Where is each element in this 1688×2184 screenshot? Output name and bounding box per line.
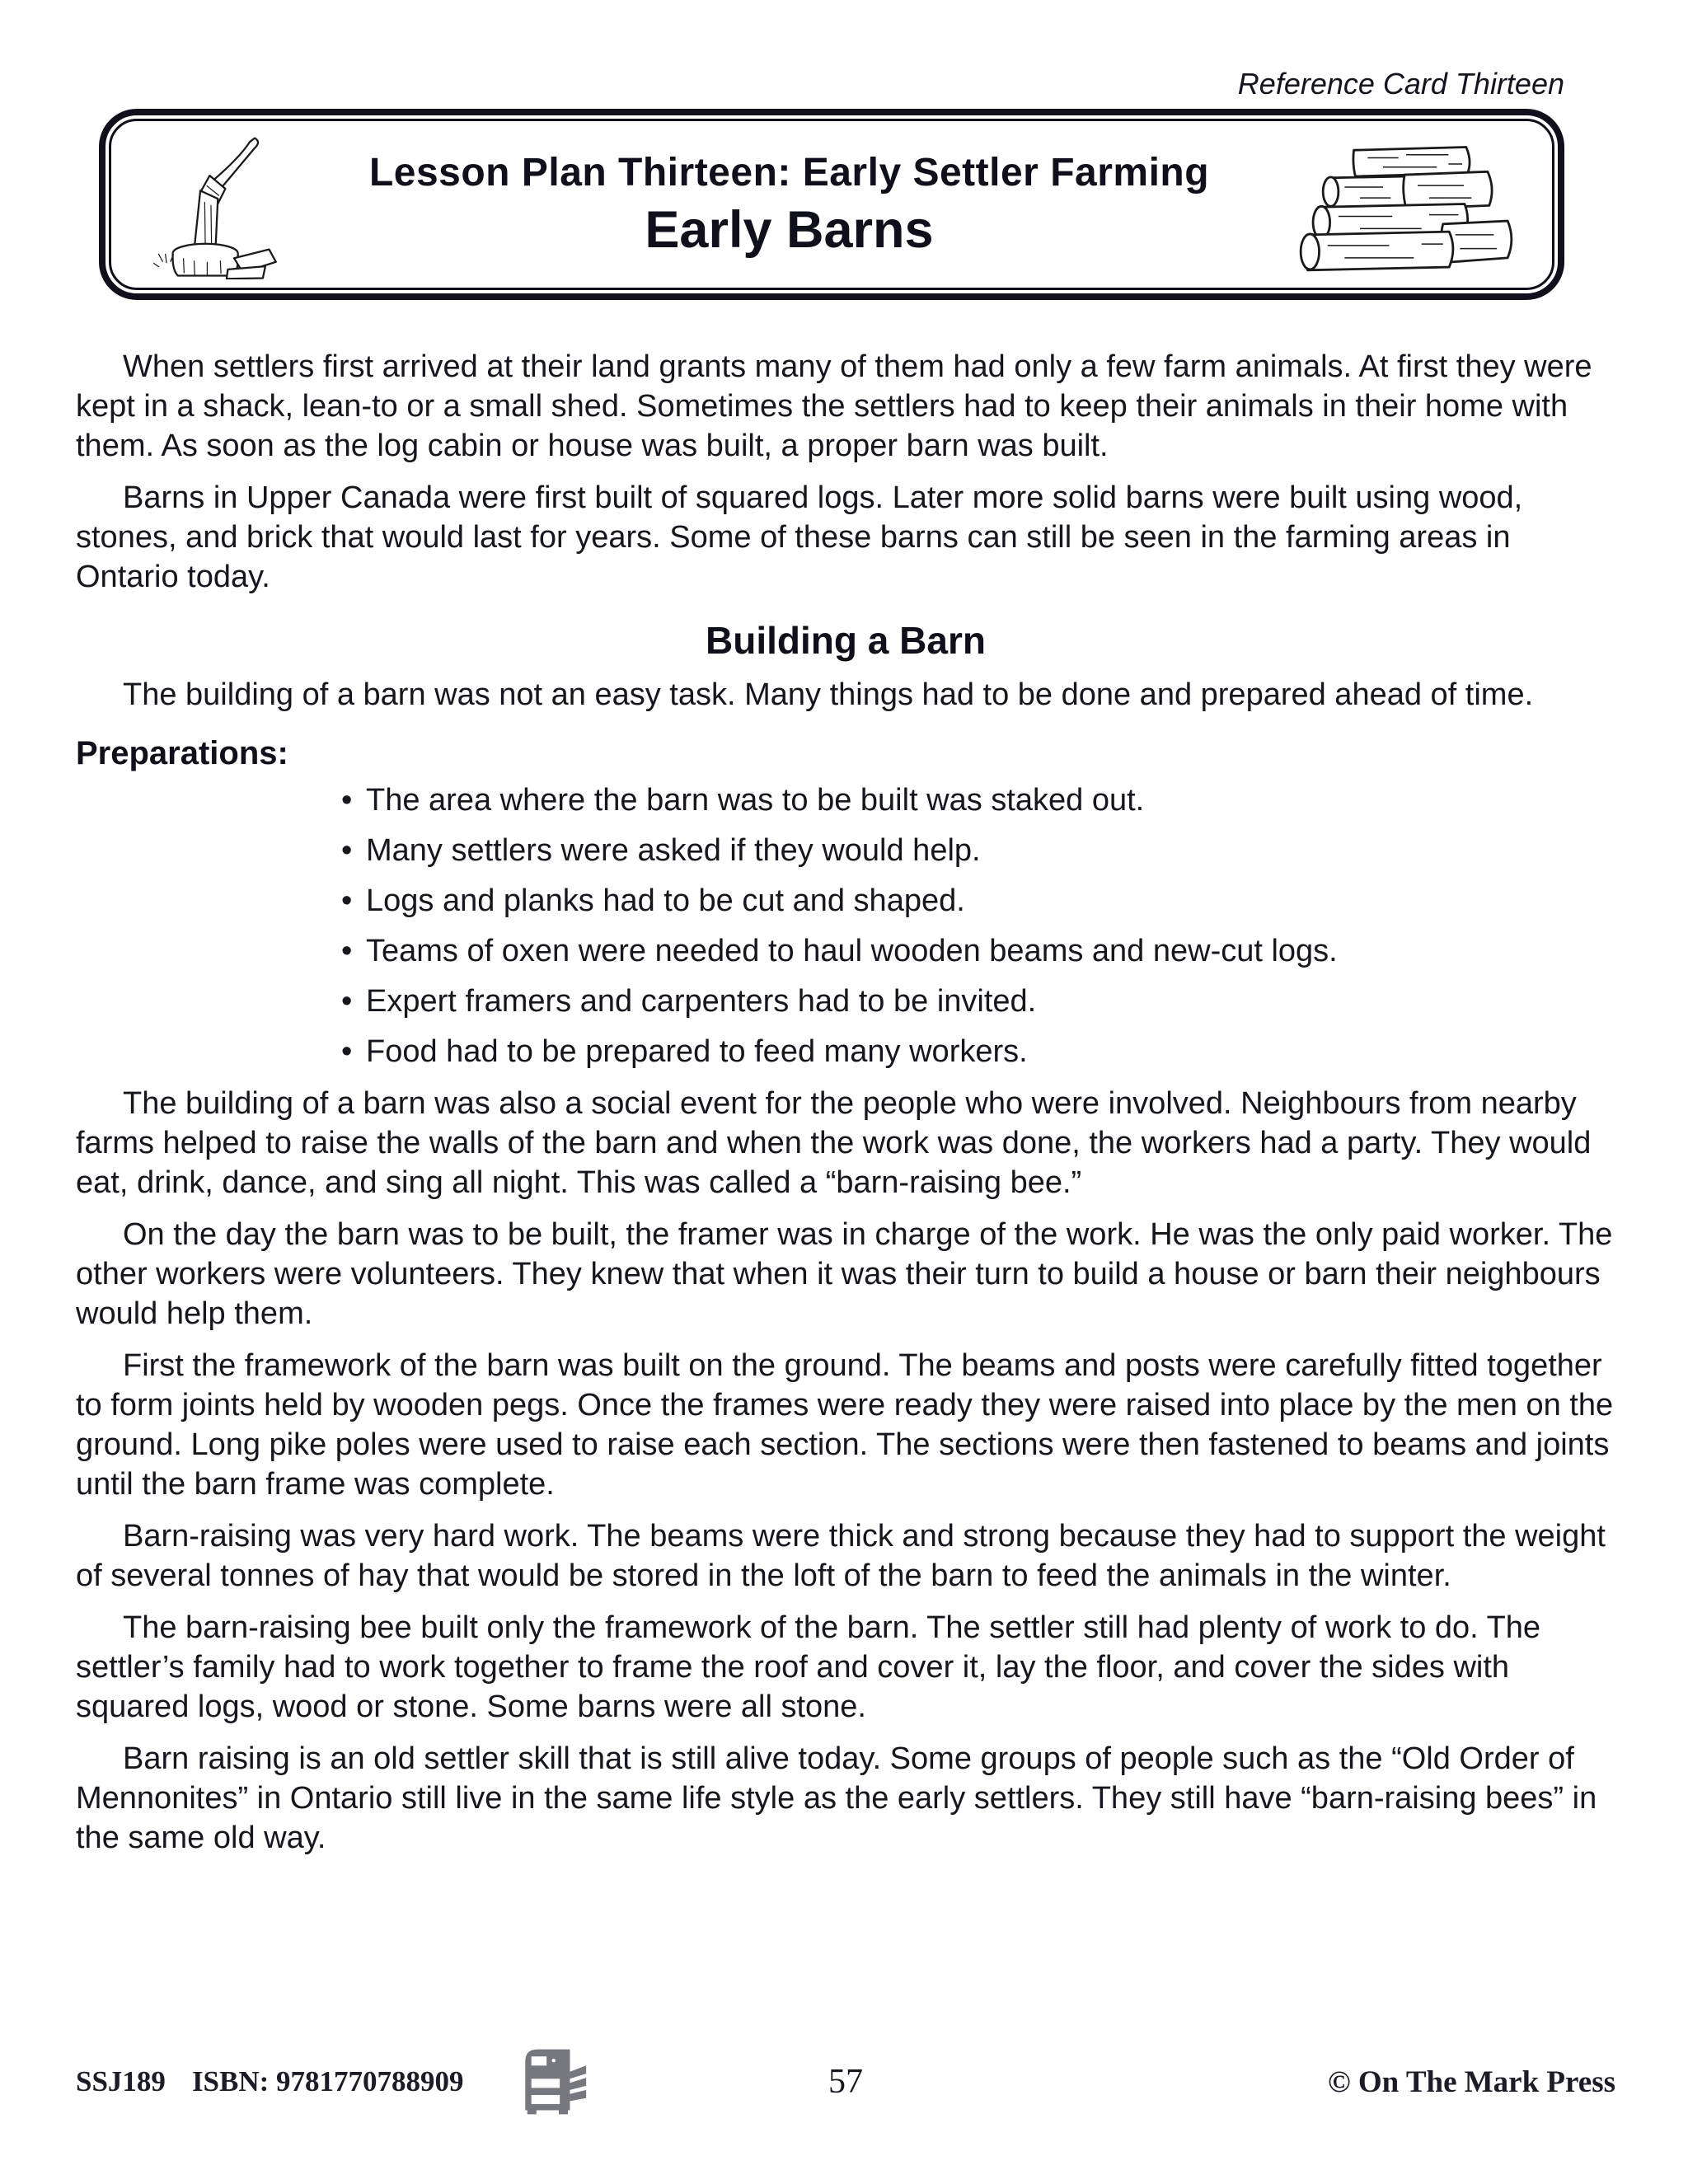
list-item-text: Food had to be prepared to feed many workers. [366, 1034, 1028, 1069]
paragraph-5: On the day the barn was to be built, the framer was in charge of the work. He was the only paid worker. The other workers were volunteers. They knew that when it was their turn to build a house or barn their neighbours would help them. [76, 1217, 1613, 1331]
list-item [341, 1032, 1615, 1071]
lesson-header-inner [109, 119, 1554, 290]
copyright: © On The Mark Press [1327, 2064, 1615, 2099]
paragraph-6: First the framework of the barn was built on the ground. The beams and posts were carefully fitted together to form joints held by wooden pegs. Once the frames were ready they were raised into place by the men on the ground. Long pike poles were used to raise each section. The sections were then fastened to beams and joints until the barn frame was complete. [76, 1348, 1614, 1502]
paragraph-8: The barn-raising bee built only the framework of the barn. The settler still had plenty of work to do. The settler’s family had to work together to frame the roof and cover it, lay the floor, and cover the sides with squared logs, wood or stone. Some barns were all stone. [76, 1610, 1541, 1724]
bullet-icon: • [341, 934, 353, 968]
list-item [341, 780, 1615, 820]
reference-card-label: Reference Card Thirteen [1237, 67, 1564, 101]
paragraph-4: The building of a barn was also a social event for the people who were involved. Neighbours from nearby farms helped to raise the walls of the barn and when the work was done, the workers had a party. They would eat, drink, dance, and sing all night. This was called a “barn-raising bee.” [76, 1086, 1592, 1200]
paragraph-7: Barn-raising was very hard work. The beams were thick and strong because they had to support the weight of several tonnes of hay that would be stored in the loft of the barn to feed the animals in the winter. [76, 1519, 1606, 1593]
paragraph-3: The building of a barn was not an easy task. Many things had to be done and prepared ahead of time. [123, 677, 1534, 712]
list-item-text: Teams of oxen were needed to haul wooden beams and new-cut logs. [366, 934, 1338, 968]
lesson-title: Lesson Plan Thirteen: Early Settler Farming [368, 151, 1210, 194]
paragraph-9: Barn raising is an old settler skill that is still alive today. Some groups of people such as the “Old Order of Mennonites” in Ontario still live in the same life style as the early settlers. They still have “barn-raising bees” in the same old way. [76, 1741, 1597, 1855]
paragraph-1: When settlers first arrived at their land grants many of them had only a few farm animals. At first they were kept in a shack, lean-to or a small shed. Sometimes the settlers had to keep their animals in their home with them. As soon as the log cabin or house was built, a proper barn was built. [76, 349, 1592, 463]
lesson-body [76, 335, 1615, 2046]
photocopier-icon [515, 2046, 594, 2118]
footer-left [76, 2046, 828, 2118]
lesson-header-titles [303, 149, 1275, 260]
isbn-label: ISBN: 9781770788909 [191, 2065, 464, 2097]
page-footer [76, 2046, 1615, 2141]
product-code: SSJ189 [76, 2065, 166, 2097]
page-title: Early Barns [645, 201, 934, 259]
log-pile-illustration [1275, 141, 1537, 279]
list-item [341, 982, 1615, 1021]
bullet-icon: • [341, 783, 353, 818]
preparations-list [341, 780, 1615, 1071]
bullet-icon: • [341, 1034, 353, 1069]
list-item [341, 931, 1615, 971]
bullet-icon: • [341, 984, 353, 1019]
list-item-text: The area where the barn was to be built was staked out. [366, 783, 1145, 818]
bullet-icon: • [341, 883, 353, 918]
section-heading: Building a Barn [706, 619, 986, 662]
list-item-text: Expert framers and carpenters had to be invited. [366, 984, 1037, 1019]
axe-stump-illustration [126, 129, 303, 279]
list-item [341, 831, 1615, 870]
lesson-header-banner [99, 109, 1564, 300]
list-item-text: Many settlers were asked if they would help. [366, 833, 981, 868]
bullet-icon: • [341, 833, 353, 868]
paragraph-2: Barns in Upper Canada were first built of squared logs. Later more solid barns were built using wood, stones, and brick that would last for years. Some of these barns can still be seen in the farming areas in Ontario today. [76, 480, 1523, 594]
page-number: 57 [828, 2063, 863, 2101]
preparations-label: Preparations: [76, 735, 288, 771]
list-item-text: Logs and planks had to be cut and shaped. [366, 883, 965, 918]
list-item [341, 881, 1615, 921]
